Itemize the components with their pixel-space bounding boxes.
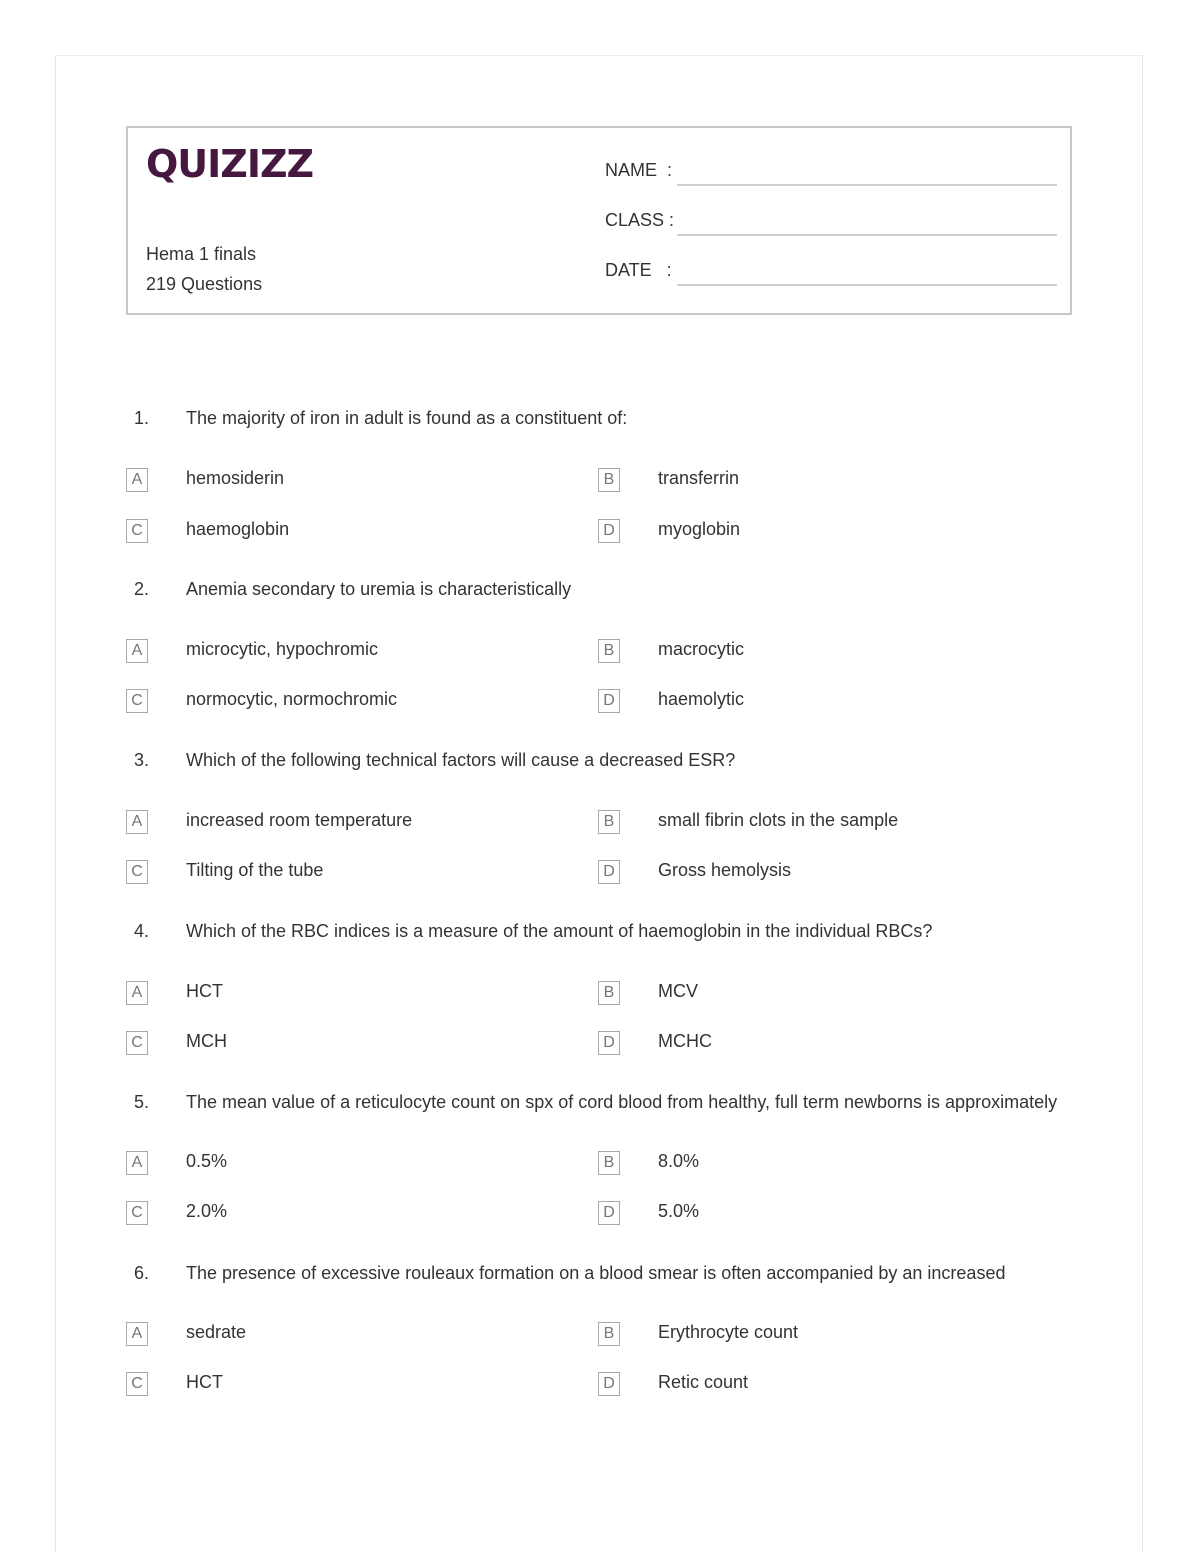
question-number: 1. (134, 408, 150, 428)
class-line (677, 234, 1057, 236)
option-text: Erythrocyte count (658, 1322, 799, 1342)
option-text: MCHC (658, 1031, 712, 1051)
option-letter-box: A (126, 1151, 148, 1175)
option-letter-box: B (598, 981, 620, 1005)
date-label: DATE : (605, 260, 672, 280)
option-text: MCV (658, 981, 698, 1001)
name-label: NAME : (605, 160, 673, 180)
quiz-title: Hema 1 finals (146, 244, 257, 264)
option-text: 8.0% (658, 1151, 700, 1171)
question-text: The presence of excessive rouleaux formation on a blood smear is often accompanied by an increased (186, 1263, 1006, 1283)
question-text: Which of the RBC indices is a measure of the amount of haemoglobin in the individual RBCs? (186, 921, 933, 941)
option-letter-box: C (126, 1201, 148, 1225)
option-text: microcytic, hypochromic (186, 639, 379, 659)
option-letter-box: A (126, 981, 148, 1005)
option-letter-box: C (126, 860, 148, 884)
option-text: sedrate (186, 1322, 247, 1342)
question-text: Which of the following technical factors will cause a decreased ESR? (186, 750, 736, 770)
question-count: 219 Questions (146, 274, 263, 294)
quizizz-logo: QUIZIZZ (146, 142, 314, 186)
question-number: 6. (134, 1263, 150, 1283)
option-letter-box: B (598, 810, 620, 834)
option-text: Tilting of the tube (186, 860, 324, 880)
option-letter-box: D (598, 860, 620, 884)
option-text: haemolytic (658, 689, 745, 709)
option-letter-box: D (598, 689, 620, 713)
option-letter-box: D (598, 519, 620, 543)
option-letter-box: D (598, 1201, 620, 1225)
option-letter-box: B (598, 1322, 620, 1346)
date-line (677, 284, 1057, 286)
option-text: haemoglobin (186, 519, 290, 539)
option-text: small fibrin clots in the sample (658, 810, 899, 830)
option-text: transferrin (658, 468, 740, 488)
option-text: 5.0% (658, 1201, 700, 1221)
option-text: MCH (186, 1031, 227, 1051)
question-number: 5. (134, 1092, 150, 1112)
option-text: 2.0% (186, 1201, 228, 1221)
option-letter-box: B (598, 1151, 620, 1175)
option-letter-box: D (598, 1031, 620, 1055)
question-text: The majority of iron in adult is found as a constituent of: (186, 408, 628, 428)
option-letter-box: D (598, 1372, 620, 1396)
class-field (605, 208, 1057, 238)
option-text: hemosiderin (186, 468, 285, 488)
option-letter-box: C (126, 1372, 148, 1396)
option-letter-box: A (126, 639, 148, 663)
option-text: 0.5% (186, 1151, 228, 1171)
option-letter-box: C (126, 689, 148, 713)
option-text: HCT (186, 981, 223, 1001)
option-letter-box: B (598, 468, 620, 492)
name-line (677, 184, 1057, 186)
option-text: Gross hemolysis (658, 860, 792, 880)
option-letter-box: B (598, 639, 620, 663)
class-label: CLASS : (605, 210, 675, 230)
option-text: macrocytic (658, 639, 745, 659)
question-text: Anemia secondary to uremia is characteristically (186, 579, 572, 599)
option-text: normocytic, normochromic (186, 689, 398, 709)
option-text: HCT (186, 1372, 223, 1392)
option-text: Retic count (658, 1372, 749, 1392)
question-number: 2. (134, 579, 150, 599)
worksheet-header (126, 126, 1072, 315)
option-letter-box: C (126, 519, 148, 543)
option-text: myoglobin (658, 519, 741, 539)
option-text: increased room temperature (186, 810, 413, 830)
option-letter-box: A (126, 1322, 148, 1346)
option-letter-box: A (126, 468, 148, 492)
question-number: 4. (134, 921, 150, 941)
question-number: 3. (134, 750, 150, 770)
option-letter-box: C (126, 1031, 148, 1055)
date-field (605, 258, 1057, 288)
name-field (605, 158, 1057, 188)
question-text: The mean value of a reticulocyte count on spx of cord blood from healthy, full term newborns is approximately (186, 1092, 1058, 1112)
option-letter-box: A (126, 810, 148, 834)
